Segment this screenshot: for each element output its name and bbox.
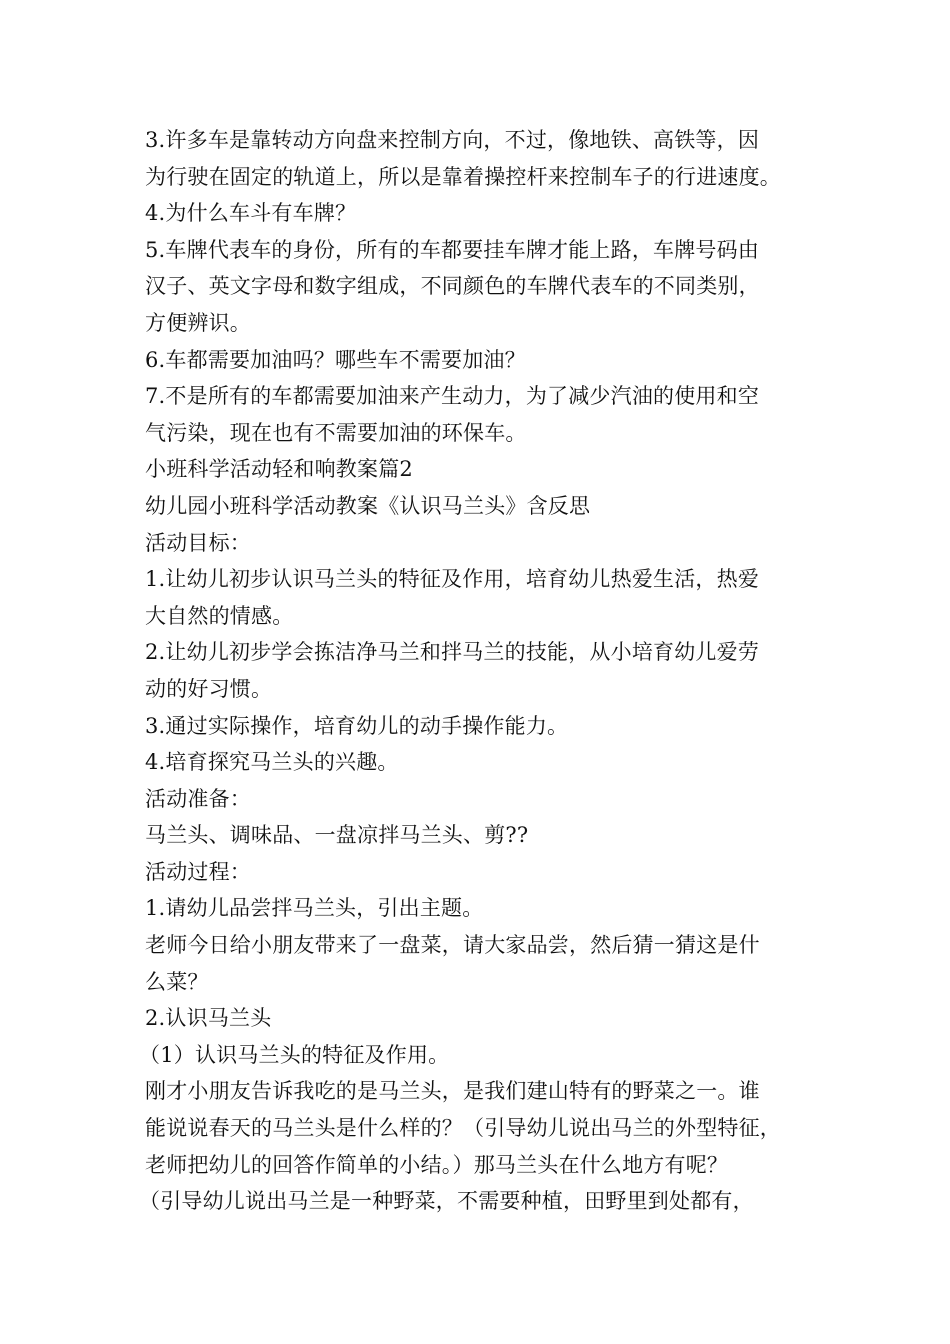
text-line: 6.车都需要加油吗？哪些车不需要加油？ [145, 347, 526, 372]
text-line: 5.车牌代表车的身份，所有的车都要挂车牌才能上路，车牌号码由 [145, 237, 760, 262]
article-title: 幼儿园小班科学活动教案《认识马兰头》含反思 [145, 493, 591, 518]
document-body [139, 122, 835, 1220]
subheading-goals: 活动目标： [145, 530, 251, 555]
text-line: 4.培育探究马兰头的兴趣。 [145, 750, 399, 775]
text-line: 1.请幼儿品尝拌马兰头，引出主题。 [145, 896, 484, 921]
text-line: （引导幼儿说出马兰是一种野菜，不需要种植，田野里到处都有， [139, 1189, 754, 1214]
text-line: 能说说春天的马兰头是什么样的？（引导幼儿说出马兰的外型特征， [145, 1116, 781, 1141]
text-line: 3.通过实际操作，培育幼儿的动手操作能力。 [145, 713, 569, 738]
text-line: 1.让幼儿初步认识马兰头的特征及作用，培育幼儿热爱生活，热爱 [145, 567, 760, 592]
subheading-process: 活动过程： [145, 859, 251, 884]
subheading-preparation: 活动准备： [145, 786, 251, 811]
text-line: 2.让幼儿初步学会拣洁净马兰和拌马兰的技能，从小培育幼儿爱劳 [145, 640, 760, 665]
text-line: 3.许多车是靠转动方向盘来控制方向，不过，像地铁、高铁等，因 [145, 128, 760, 152]
text-line: 为行驶在固定的轨道上，所以是靠着操控杆来控制车子的行进速度。 [145, 164, 781, 189]
text-line: （1）认识马兰头的特征及作用。 [139, 1042, 450, 1067]
text-line: 老师把幼儿的回答作简单的小结。）那马兰头在什么地方有呢？ [145, 1152, 729, 1177]
text-line: 气污染，现在也有不需要加油的环保车。 [145, 420, 527, 445]
text-line: 动的好习惯。 [145, 676, 273, 701]
text-line: 4.为什么车斗有车牌？ [145, 201, 357, 226]
text-line: 汉子、英文字母和数字组成，不同颜色的车牌代表车的不同类别， [145, 274, 760, 299]
text-line: 7.不是所有的车都需要加油来产生动力，为了减少汽油的使用和空 [145, 384, 760, 409]
text-line: 方便辨识。 [145, 310, 251, 335]
text-line: 马兰头、调味品、一盘凉拌马兰头、剪?? [145, 823, 529, 848]
text-line: 刚才小朋友告诉我吃的是马兰头，是我们建山特有的野菜之一。谁 [145, 1079, 760, 1104]
text-line: 2.认识马兰头 [145, 1006, 272, 1031]
text-line: 大自然的情感。 [145, 603, 294, 628]
text-line: 老师今日给小朋友带来了一盘菜，请大家品尝，然后猜一猜这是什 [145, 933, 760, 958]
text-line: 么菜？ [145, 969, 209, 994]
section-heading: 小班科学活动轻和响教案篇2 [145, 457, 413, 482]
